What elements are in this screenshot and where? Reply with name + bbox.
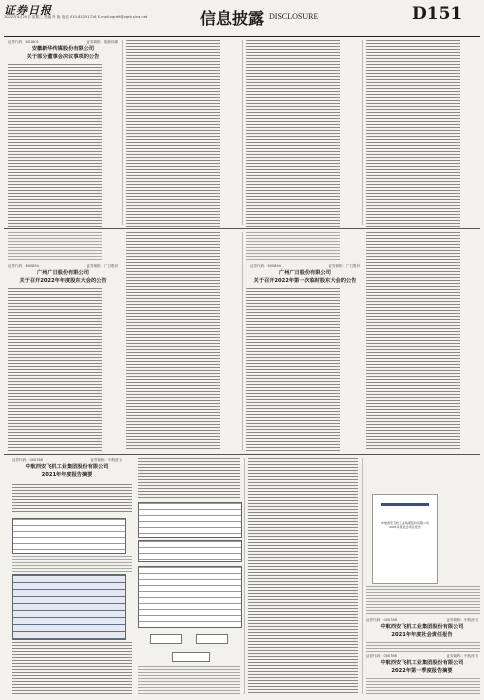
cover-title: 中航西安飞机工业集团股份有限公司 2021年度社会责任报告 xyxy=(380,521,429,529)
notice-body-column xyxy=(12,556,132,572)
notice-body-column xyxy=(248,458,358,694)
report-cover-image xyxy=(372,494,438,584)
notice-meta xyxy=(12,458,122,463)
notice-title: 2022年第一季度报告摘要 xyxy=(391,668,453,674)
masthead-subline: 2022年4月20日 星期三 责编 肖 艳 电话 010-83251716 E-mail:zqrb9@zqrb.sina.net xyxy=(4,15,148,19)
notice-title: 关于部分董事会决议事项的公告 xyxy=(26,54,100,60)
page-number: D151 xyxy=(412,4,463,24)
notice-meta xyxy=(366,654,478,659)
notice-body-column xyxy=(366,586,480,616)
stock-abbr: 证券简称：皖新传媒 xyxy=(86,40,118,44)
notice-title: 关于召开2022年年度股东大会的公告 xyxy=(19,278,107,284)
notice-body-column xyxy=(8,232,102,262)
notice-4-header xyxy=(12,458,122,479)
notice-company: 中航西安飞机工业集团股份有限公司 xyxy=(380,660,464,666)
stock-code: 证券代码：601801 xyxy=(8,40,39,44)
stock-abbr: 证券简称：广日股份 xyxy=(86,264,118,268)
masthead-rule xyxy=(4,36,480,37)
notice-title: 关于召开2022年第一次临时股东大会的公告 xyxy=(253,278,357,284)
notice-meta xyxy=(8,40,118,45)
notice-body-column xyxy=(366,232,460,451)
notice-company: 安徽新华传媒股份有限公司 xyxy=(31,46,95,52)
notice-body-column xyxy=(8,288,102,451)
newspaper-logo: 证券日报 xyxy=(4,4,52,17)
notice-body-column xyxy=(12,642,132,694)
notice-body-column xyxy=(246,232,340,262)
notice-body-column xyxy=(366,40,460,227)
notice-body-column xyxy=(366,642,480,652)
notice-company: 中航西安飞机工业集团股份有限公司 xyxy=(25,464,109,470)
notice-meta xyxy=(366,618,478,623)
stock-code: 证券代码：000768 xyxy=(366,618,397,622)
notice-company: 广州广日股份有限公司 xyxy=(37,270,89,276)
notice-6-header xyxy=(366,654,478,675)
column-divider xyxy=(242,232,243,450)
notice-body-column xyxy=(126,232,220,451)
notice-body-column xyxy=(246,288,340,451)
notice-body-column xyxy=(138,666,240,694)
shareholder-table xyxy=(12,574,126,640)
notice-company: 广州广日股份有限公司 xyxy=(279,270,331,276)
section-divider xyxy=(4,228,480,229)
financial-table xyxy=(138,566,242,628)
column-divider xyxy=(244,458,245,694)
stock-code: 证券代码：000768 xyxy=(12,458,43,462)
notice-5-header xyxy=(366,618,478,639)
notice-title: 2021年年度社会责任报告 xyxy=(391,632,453,638)
stock-code: 证券代码：000768 xyxy=(366,654,397,658)
stock-abbr: 证券简称：广日股份 xyxy=(328,264,360,268)
section-title: 信息披露 xyxy=(200,9,265,28)
notice-3-header xyxy=(250,264,360,285)
stock-code: 证券代码：600894 xyxy=(8,264,39,268)
company-logo-bar xyxy=(381,503,429,506)
ownership-chart-box xyxy=(196,634,228,644)
stock-code: 证券代码：600894 xyxy=(250,264,281,268)
notice-body-column xyxy=(366,678,480,694)
financial-table xyxy=(138,502,242,538)
notice-1-header xyxy=(8,40,118,61)
section-divider xyxy=(4,454,480,455)
column-divider xyxy=(242,40,243,225)
notice-body-column xyxy=(138,458,240,498)
column-divider xyxy=(122,40,123,225)
column-divider xyxy=(362,458,363,694)
notice-body-column xyxy=(12,484,132,514)
ownership-chart-box xyxy=(150,634,182,644)
column-divider xyxy=(362,40,363,225)
notice-company: 中航西安飞机工业集团股份有限公司 xyxy=(380,624,464,630)
notice-body-column xyxy=(246,40,340,227)
stock-abbr: 证券简称：中航西飞 xyxy=(446,618,478,622)
notice-meta xyxy=(8,264,118,269)
section-title-en: DISCLOSURE xyxy=(269,12,319,21)
notice-body-column xyxy=(8,64,102,227)
ownership-chart-box xyxy=(172,652,210,662)
financial-table xyxy=(138,540,242,562)
stock-abbr: 证券简称：中航西飞 xyxy=(446,654,478,658)
notice-meta xyxy=(250,264,360,269)
financial-table xyxy=(12,518,126,554)
masthead xyxy=(0,0,484,36)
notice-title: 2021年年度报告摘要 xyxy=(41,472,93,478)
notice-2-header xyxy=(8,264,118,285)
stock-abbr: 证券简称：中航西飞 xyxy=(90,458,122,462)
